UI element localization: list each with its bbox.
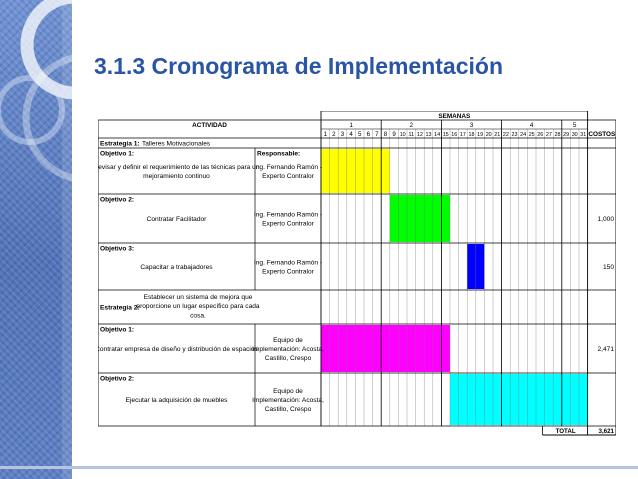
semanas-header: SEMANAS bbox=[438, 113, 471, 120]
day-number-label: 29 bbox=[563, 132, 570, 138]
objective-label: Objetivo 1: bbox=[100, 150, 135, 158]
activity-text: Contratar empresa de diseño y distribución de espacios bbox=[98, 346, 258, 353]
objective-label: Objetivo 2: bbox=[100, 375, 135, 383]
week-group-label: 1 bbox=[349, 122, 353, 129]
day-number-label: 4 bbox=[349, 131, 353, 138]
day-number-label: 20 bbox=[485, 132, 492, 138]
day-number-label: 11 bbox=[408, 132, 415, 138]
responsable-text: Castillo, Crespo bbox=[264, 355, 312, 363]
strategy-text: Establecer un sistema de mejora que bbox=[143, 294, 253, 301]
cost-value: 150 bbox=[602, 264, 614, 271]
week-group-label: 4 bbox=[529, 122, 534, 129]
strategy-label: Estrategia 1: bbox=[100, 140, 140, 148]
activity-text: Contratar Facilitador bbox=[146, 216, 207, 223]
costos-header: COSTOS bbox=[588, 131, 616, 138]
day-number-label: 17 bbox=[459, 132, 466, 138]
schedule-table bbox=[98, 111, 616, 442]
day-number-label: 14 bbox=[434, 132, 441, 138]
day-number-label: 15 bbox=[442, 132, 449, 138]
objective-label: Objetivo 1: bbox=[100, 326, 135, 334]
objective-label: Objetivo 2: bbox=[100, 196, 135, 204]
actividad-header: ACTIVIDAD bbox=[192, 122, 227, 129]
responsable-text: Implementación: Acosta, bbox=[252, 397, 324, 404]
week-group-label: 2 bbox=[409, 122, 414, 129]
cost-value: 2,471 bbox=[597, 346, 614, 353]
total-label: TOTAL bbox=[555, 428, 576, 435]
objective-label: Objetivo 3: bbox=[100, 245, 135, 253]
activity-text: mejoramiento continuo bbox=[143, 173, 210, 181]
responsable-text: Experto Contralor bbox=[262, 173, 314, 181]
responsable-text: Equipo de bbox=[273, 387, 303, 395]
responsable-text: Ing. Fernando Ramón - bbox=[253, 211, 323, 219]
week-group-label: 5 bbox=[572, 122, 577, 129]
gantt-bar-magenta bbox=[321, 325, 450, 372]
total-value: 3,621 bbox=[598, 428, 614, 435]
activity-text: Capacitar a trabajadores bbox=[140, 264, 213, 271]
gantt-bar-green bbox=[390, 195, 450, 242]
day-number-label: 28 bbox=[554, 132, 561, 138]
day-number-label: 25 bbox=[528, 132, 535, 138]
cost-value: 1,000 bbox=[597, 216, 614, 223]
responsable-header: Responsable: bbox=[257, 150, 301, 158]
day-number-label: 3 bbox=[340, 131, 345, 138]
day-number-label: 1 bbox=[323, 131, 328, 138]
activity-text: Ejecutar la adquisición de muebles bbox=[125, 397, 228, 404]
day-number-label: 23 bbox=[511, 132, 518, 138]
day-number-label: 2 bbox=[332, 131, 336, 138]
day-number-label: 30 bbox=[571, 132, 578, 138]
responsable-text: Ing. Fernando Ramón - bbox=[253, 163, 323, 171]
day-number-label: 6 bbox=[366, 131, 371, 138]
day-number-label: 31 bbox=[580, 132, 587, 138]
day-number-label: 8 bbox=[383, 131, 388, 138]
strategy-text: cosa. bbox=[190, 312, 206, 320]
strategy-text: proporcione un lugar específico para cada bbox=[136, 303, 260, 311]
decorative-sidebar bbox=[0, 0, 72, 479]
responsable-text: Ing. Fernando Ramón - bbox=[253, 259, 323, 267]
responsable-text: Equipo de bbox=[273, 336, 303, 344]
strategy-text: Talleres Motivacionales bbox=[142, 140, 211, 148]
responsable-text: Experto Contralor bbox=[262, 220, 314, 228]
day-number-label: 7 bbox=[375, 131, 379, 138]
footer-rule bbox=[0, 466, 638, 469]
day-number-label: 13 bbox=[425, 132, 432, 138]
slide-title: 3.1.3 Cronograma de Implementación bbox=[94, 53, 504, 79]
responsable-text: Implementación: Acosta, bbox=[252, 346, 324, 353]
day-number-label: 5 bbox=[357, 131, 362, 138]
strategy-label: Estrategia 2: bbox=[100, 304, 140, 312]
sidebar-arcs bbox=[0, 0, 72, 479]
day-number-label: 26 bbox=[537, 132, 544, 138]
day-number-label: 22 bbox=[502, 132, 509, 138]
activity-text: Revisar y definir el requerimiento de las técnicas para un bbox=[98, 163, 260, 171]
responsable-text: Castillo, Crespo bbox=[264, 406, 312, 414]
week-group-label: 3 bbox=[469, 122, 474, 129]
day-number-label: 21 bbox=[494, 132, 501, 138]
responsable-text: Experto Contralor bbox=[262, 268, 314, 276]
day-number-label: 16 bbox=[451, 132, 458, 138]
schedule-grid bbox=[98, 111, 616, 442]
day-number-label: 9 bbox=[392, 131, 396, 138]
day-number-label: 10 bbox=[399, 132, 406, 138]
day-number-label: 12 bbox=[416, 132, 423, 138]
day-number-label: 27 bbox=[545, 132, 552, 138]
day-number-label: 18 bbox=[468, 132, 475, 138]
day-number-label: 19 bbox=[477, 132, 484, 138]
day-number-label: 24 bbox=[520, 132, 527, 138]
